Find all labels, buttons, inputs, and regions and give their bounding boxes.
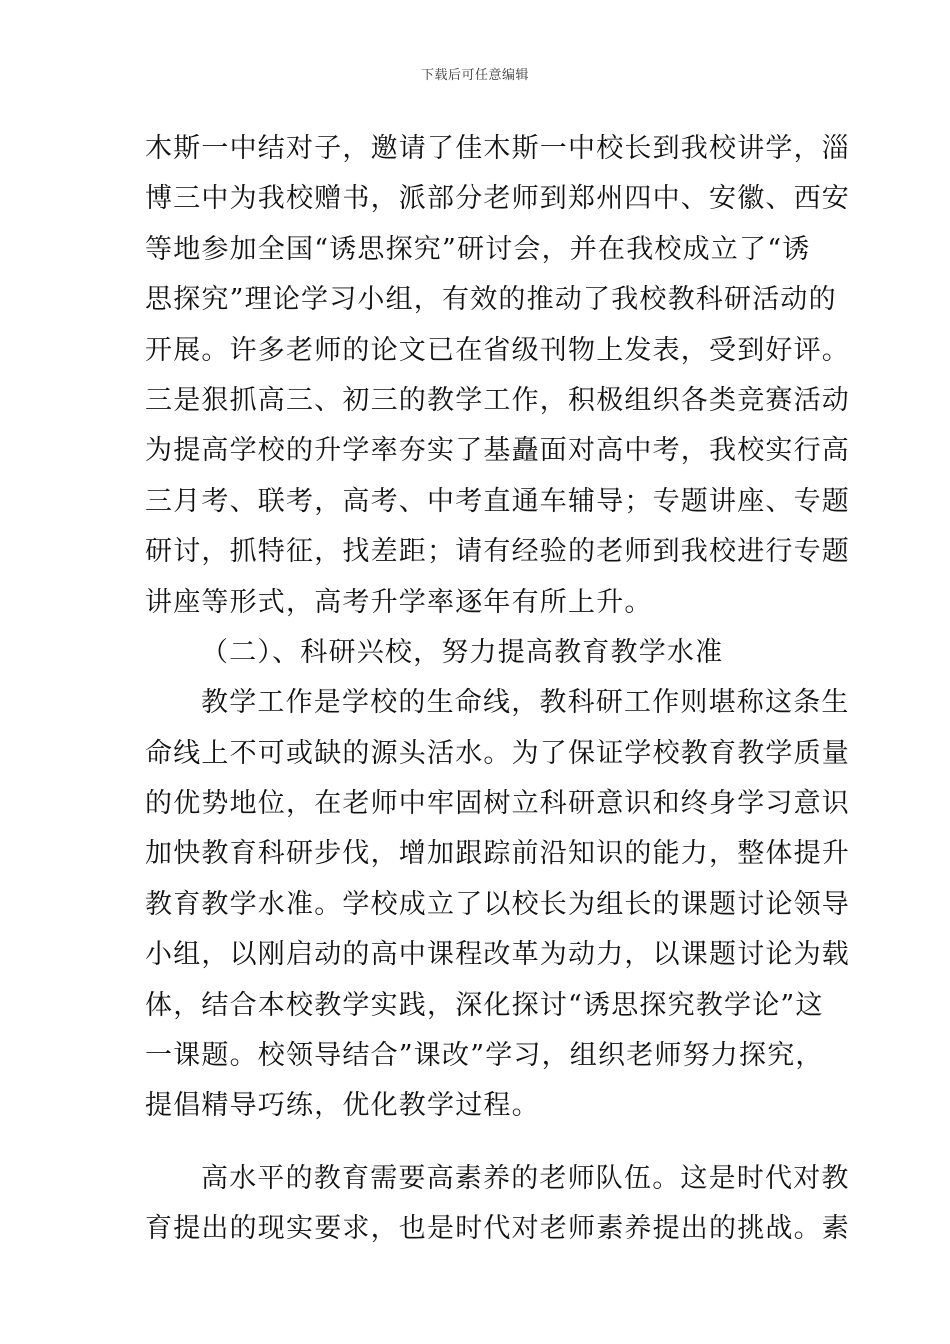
text-line: 开展。许多老师的论文已在省级刊物上发表，受到好评。 (145, 334, 850, 366)
section-heading: （二）、科研兴校，努力提高教育教学水准 (201, 636, 724, 668)
text-line: 命线上不可或缺的源头活水。为了保证学校教育教学质量 (145, 737, 850, 769)
document-body (145, 124, 850, 1255)
text-line: 三是狠抓高三、初三的教学工作，积极组织各类竞赛活动 (145, 384, 850, 416)
text-line: 育提出的现实要求，也是时代对老师素养提出的挑战。素 (145, 1213, 850, 1245)
text-line: 三月考、联考，高考、中考直通车辅导；专题讲座、专题 (145, 485, 850, 517)
text-line: 的优势地位，在老师中牢固树立科研意识和终身学习意识 (145, 788, 850, 820)
text-line: 讲座等形式，高考升学率逐年有所上升。 (145, 586, 653, 618)
text-line: 提倡精导巧练，优化教学过程。 (145, 1090, 540, 1122)
paragraph-gap (145, 1132, 809, 1154)
text-line: 木斯一中结对子，邀请了佳木斯一中校长到我校讲学，淄 (145, 133, 850, 164)
text-line: 为提高学校的升学率夯实了基矗面对高中考，我校实行高 (145, 435, 850, 467)
text-line: 一课题。校领导结合”课改”学习，组织老师努力探究， (145, 1040, 824, 1072)
text-line: 体，结合本校教学实践，深化探讨“诱思探究教学论”这 (145, 989, 824, 1021)
text-line: 加快教育科研步伐，增加跟踪前沿知识的能力，整体提升 (145, 838, 850, 870)
text-line: 教育教学水准。学校成立了以校长为组长的课题讨论领导 (145, 888, 850, 920)
text-line: 小组，以刚启动的高中课程改革为动力，以课题讨论为载 (145, 939, 850, 971)
text-line: 教学工作是学校的生命线，教科研工作则堪称这条生 (201, 687, 850, 719)
text-line: 思探究”理论学习小组，有效的推动了我校教科研活动的 (145, 284, 837, 316)
text-line: 博三中为我校赠书，派部分老师到郑州四中、安徽、西安 (145, 183, 850, 215)
text-line: 高水平的教育需要高素养的老师队伍。这是时代对教 (201, 1162, 850, 1194)
text-line: 研讨，抓特征，找差距；请有经验的老师到我校进行专题 (145, 536, 850, 568)
text-line: 等地参加全国“诱思探究”研讨会，并在我校成立了“诱 (145, 233, 811, 265)
page-header-note: 下载后可任意编辑 (420, 68, 529, 83)
